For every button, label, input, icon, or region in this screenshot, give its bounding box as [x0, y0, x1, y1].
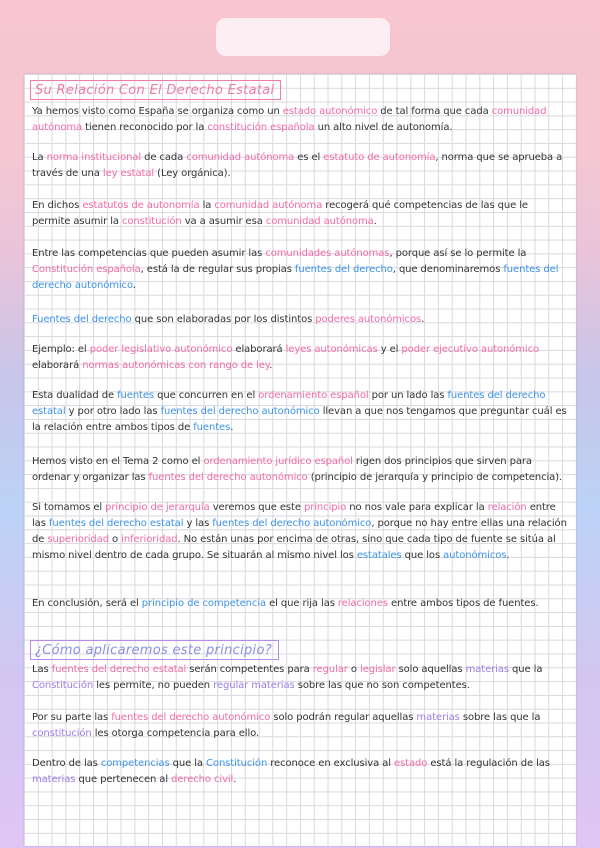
highlighted-term: materias	[32, 774, 76, 785]
paragraph-3	[32, 198, 568, 230]
paragraph-7	[32, 388, 568, 436]
text-segment: rigen dos principios que sirven para ordenar y organizar las	[32, 456, 532, 483]
text-segment: sobre las que la	[459, 712, 541, 723]
text-segment: Ya hemos visto como España se organiza como un	[32, 106, 283, 117]
text-segment: .	[132, 280, 136, 291]
text-segment: sobre las que no son competentes.	[294, 680, 470, 691]
text-segment: .	[230, 422, 234, 433]
text-segment: tienen reconocido por la	[82, 122, 208, 133]
paragraph-6	[32, 342, 568, 374]
paragraph-12	[32, 710, 568, 742]
highlighted-term: autonómicos	[443, 550, 507, 561]
paragraph-10	[32, 596, 568, 612]
text-segment: está la regulación de las	[427, 758, 550, 769]
highlighted-term: Constitución	[206, 758, 268, 769]
text-segment: .	[421, 314, 425, 325]
highlighted-term: regular	[312, 664, 348, 675]
highlighted-term: estado	[394, 758, 428, 769]
text-segment: Por su parte las	[32, 712, 112, 723]
text-segment: les otorga competencia para ello.	[91, 728, 260, 739]
highlighted-term: principio	[304, 502, 347, 513]
text-segment: .	[506, 550, 510, 561]
highlighted-term: superioridad	[47, 534, 109, 545]
text-segment: Ejemplo: el	[32, 344, 90, 355]
paragraph-11	[32, 662, 568, 694]
text-segment: Hemos visto en el Tema 2 como el	[32, 456, 204, 467]
text-segment: no nos vale para explicar la	[346, 502, 488, 513]
text-segment: En dichos	[32, 200, 83, 211]
text-segment: serán competentes para	[186, 664, 313, 675]
text-segment: que son elaboradas por los distintos	[131, 314, 316, 325]
text-segment: , porque así se lo permite la	[389, 248, 527, 259]
paragraph-1	[32, 104, 568, 136]
text-segment: es el	[294, 152, 324, 163]
text-segment: En conclusión, será el	[32, 598, 142, 609]
text-segment: solo podrán regular aquellas	[270, 712, 417, 723]
text-segment: de cada	[141, 152, 187, 163]
text-segment: La	[32, 152, 47, 163]
highlighted-term: relación	[487, 502, 527, 513]
text-segment: y las	[183, 518, 213, 529]
paragraph-8	[32, 454, 568, 486]
highlighted-term: competencias	[100, 758, 170, 769]
highlighted-term: poder legislativo autonómico	[89, 344, 233, 355]
text-segment: que la	[508, 664, 543, 675]
text-segment: o	[108, 534, 122, 545]
paragraph-2	[32, 150, 568, 182]
text-segment: , está la de regular sus propias	[140, 264, 295, 275]
highlighted-term: estatuto de autonomía	[323, 152, 436, 163]
text-segment: .	[373, 216, 377, 227]
highlighted-term: derecho civil	[171, 774, 234, 785]
text-segment: Si tomamos el	[32, 502, 106, 513]
highlighted-term: fuentes del derecho estatal	[51, 664, 187, 675]
highlighted-term: comunidad autónoma	[186, 152, 295, 163]
highlighted-term: Constitución española	[32, 264, 141, 275]
text-segment: Dentro de las	[32, 758, 101, 769]
paragraph-13	[32, 756, 568, 788]
highlighted-term: inferioridad	[121, 534, 178, 545]
highlighted-term: leyes autonómicas	[285, 344, 378, 355]
text-segment: reconoce en exclusiva al	[267, 758, 395, 769]
text-segment: .	[233, 774, 237, 785]
highlighted-term: principio de competencia	[141, 598, 267, 609]
text-segment: o	[347, 664, 360, 675]
text-segment: recogerá qué competencias de las que le permite asumir la	[32, 200, 528, 227]
highlighted-term: ordenamiento español	[258, 390, 369, 401]
highlighted-term: comunidades autónomas	[265, 248, 390, 259]
text-segment: la	[199, 200, 215, 211]
text-segment: que la	[169, 758, 207, 769]
text-segment: entre las	[32, 502, 556, 529]
highlighted-term: estatutos de autonomía	[82, 200, 200, 211]
text-segment: Esta dualidad de	[32, 390, 118, 401]
highlighted-term: constitución española	[207, 122, 315, 133]
text-segment: llevan a que nos tengamos que preguntar cuál es la relación entre ambos tipos de	[32, 406, 567, 433]
highlighted-term: comunidad autónoma	[32, 106, 547, 133]
highlighted-term: legislar	[359, 664, 396, 675]
highlighted-term: relaciones	[337, 598, 388, 609]
text-segment: por un lado las	[368, 390, 448, 401]
highlighted-term: fuentes	[193, 422, 231, 433]
paragraph-4	[32, 246, 568, 294]
paragraph-9	[32, 500, 568, 564]
highlighted-term: materias	[416, 712, 460, 723]
text-segment: y el	[377, 344, 402, 355]
top-tab-label	[216, 18, 390, 56]
text-segment: que pertenecen al	[75, 774, 172, 785]
text-segment: les permite, no pueden	[93, 680, 214, 691]
section-heading-relacion: Su Relación Con El Derecho Estatal	[30, 80, 281, 100]
text-segment: que concurren en el	[154, 390, 259, 401]
highlighted-term: poder ejecutivo autonómico	[401, 344, 540, 355]
highlighted-term: fuentes del derecho autonómico	[111, 712, 271, 723]
text-segment: elaborará	[32, 360, 83, 371]
text-segment: va a asumir esa	[181, 216, 266, 227]
text-segment: (principio de jerarquía y principio de competencia).	[307, 472, 563, 483]
highlighted-term: regular materias	[213, 680, 295, 691]
text-segment: de tal forma que cada	[377, 106, 492, 117]
section-heading-aplicacion: ¿Cómo aplicaremos este principio?	[30, 640, 279, 660]
text-segment: el que rija las	[266, 598, 338, 609]
highlighted-term: Fuentes del derecho	[32, 314, 132, 325]
highlighted-term: normas autonómicas con rango de ley	[82, 360, 270, 371]
grid-paper-sheet	[24, 74, 576, 846]
highlighted-term: Constitución	[32, 680, 94, 691]
text-segment: .	[269, 360, 273, 371]
text-segment: elaborará	[232, 344, 286, 355]
text-segment: solo aquellas	[395, 664, 466, 675]
highlighted-term: fuentes del derecho autonómico	[32, 264, 559, 291]
highlighted-term: constitución	[121, 216, 182, 227]
text-segment: y por otro lado las	[65, 406, 161, 417]
highlighted-term: estatales	[356, 550, 402, 561]
text-segment: un alto nivel de autonomía.	[314, 122, 453, 133]
highlighted-term: ley estatal	[102, 168, 155, 179]
text-segment: entre ambos tipos de fuentes.	[387, 598, 539, 609]
text-segment: Las	[32, 664, 52, 675]
paragraph-5	[32, 312, 568, 328]
highlighted-term: materias	[465, 664, 509, 675]
text-segment: (Ley orgánica).	[154, 168, 231, 179]
highlighted-term: comunidad autónoma	[214, 200, 323, 211]
text-segment: , que denominaremos	[392, 264, 504, 275]
highlighted-term: poderes autonómicos	[315, 314, 422, 325]
text-segment: que los	[401, 550, 444, 561]
highlighted-term: ordenamiento jurídico español	[203, 456, 353, 467]
highlighted-term: fuentes	[117, 390, 155, 401]
text-segment: veremos que este	[209, 502, 304, 513]
highlighted-term: fuentes del derecho	[294, 264, 393, 275]
text-segment: . No están unas por encima de otras, sino que cada tipo de fuente se sitúa al mismo nivel dentro de cada grupo. Se situarán al mismo nivel los	[32, 534, 556, 561]
text-segment: Entre las competencias que pueden asumir las	[32, 248, 266, 259]
highlighted-term: norma institucional	[46, 152, 142, 163]
highlighted-term: principio de jerarquía	[105, 502, 210, 513]
text-segment: , norma que se aprueba a través de una	[32, 152, 563, 179]
highlighted-term: fuentes del derecho autonómico	[148, 472, 308, 483]
highlighted-term: fuentes del derecho autonómico	[212, 518, 372, 529]
highlighted-term: fuentes del derecho estatal	[48, 518, 184, 529]
highlighted-term: constitución	[32, 728, 92, 739]
highlighted-term: fuentes del derecho autonómico	[160, 406, 320, 417]
highlighted-term: estado autonómico	[282, 106, 378, 117]
text-segment: , porque no hay entre ellas una relación de	[32, 518, 567, 545]
highlighted-term: fuentes del derecho estatal	[32, 390, 546, 417]
highlighted-term: comunidad autónoma	[265, 216, 374, 227]
